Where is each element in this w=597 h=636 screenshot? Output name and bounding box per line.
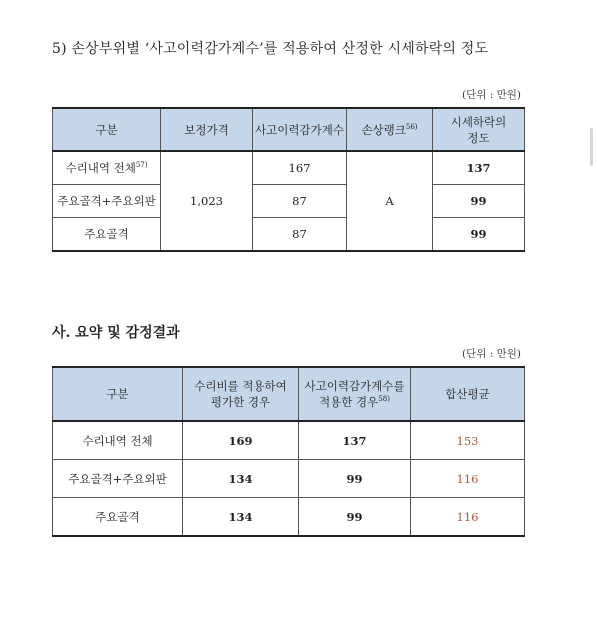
row-coef: 87: [253, 185, 347, 218]
header-category: 구분: [53, 108, 161, 151]
row-repair: 134: [183, 460, 299, 498]
table-row: [53, 498, 525, 537]
decline-table: [52, 107, 525, 252]
row-category: 주요골격: [53, 498, 183, 537]
footnote-58: 58): [378, 395, 390, 404]
header-rank: [347, 108, 433, 151]
row-avg: 153: [411, 421, 525, 460]
section-sa-title: 사. 요약 및 감정결과: [52, 325, 180, 341]
table-row: [53, 185, 525, 218]
row-category: [53, 151, 161, 185]
row-decline: 99: [433, 218, 525, 252]
summary-table: [52, 366, 525, 537]
table-row: [53, 218, 525, 252]
header-repair-line2: 평가한 경우: [210, 395, 271, 409]
header-coef-line2: 적용한 경우: [319, 395, 379, 409]
price-value: 1,023: [161, 151, 253, 251]
section5-unit: (단위 : 만원): [462, 89, 521, 101]
row-coef: 137: [299, 421, 411, 460]
row-avg: 116: [411, 460, 525, 498]
row-repair: 169: [183, 421, 299, 460]
header-price: 보정가격: [161, 108, 253, 151]
header-repair: [183, 367, 299, 421]
section5-title: 5) 손상부위별 ‘사고이력감가계수’를 적용하여 산정한 시세하락의 정도: [52, 41, 489, 57]
header-rank-label: 손상랭크: [361, 122, 406, 137]
row-category: 주요골격+주요외판: [53, 460, 183, 498]
table-row: [53, 421, 525, 460]
table-header-row: [53, 108, 525, 151]
scrollbar-thumb[interactable]: [590, 128, 593, 166]
table-row: [53, 460, 525, 498]
rank-value: A: [347, 151, 433, 251]
row-category: 주요골격+주요외판: [53, 185, 161, 218]
row-decline: 99: [433, 185, 525, 218]
table-header-row: [53, 367, 525, 421]
header-repair-line1: 수리비를 적용하여: [194, 379, 287, 393]
header-decline-line1: 시세하락의: [450, 114, 507, 129]
row-category-label: 수리내역 전체: [65, 161, 136, 175]
row-category: 수리내역 전체: [53, 421, 183, 460]
row-coef: 99: [299, 498, 411, 537]
footnote-56: 56): [405, 122, 418, 131]
header-category: 구분: [53, 367, 183, 421]
row-avg: 116: [411, 498, 525, 537]
section-sa-unit: (단위 : 만원): [462, 348, 521, 360]
header-coef: [299, 367, 411, 421]
table-row: [53, 151, 525, 185]
row-coef: 87: [253, 218, 347, 252]
header-avg: 합산평균: [411, 367, 525, 421]
row-coef: 99: [299, 460, 411, 498]
footnote-57: 57): [135, 161, 148, 170]
header-decline-line2: 정도: [467, 130, 490, 145]
row-repair: 134: [183, 498, 299, 537]
header-coef: 사고이력감가계수: [253, 108, 347, 151]
row-decline: 137: [433, 151, 525, 185]
header-coef-line1: 사고이력감가계수를: [304, 379, 405, 393]
header-decline: [433, 108, 525, 151]
row-coef: 167: [253, 151, 347, 185]
row-category: 주요골격: [53, 218, 161, 252]
